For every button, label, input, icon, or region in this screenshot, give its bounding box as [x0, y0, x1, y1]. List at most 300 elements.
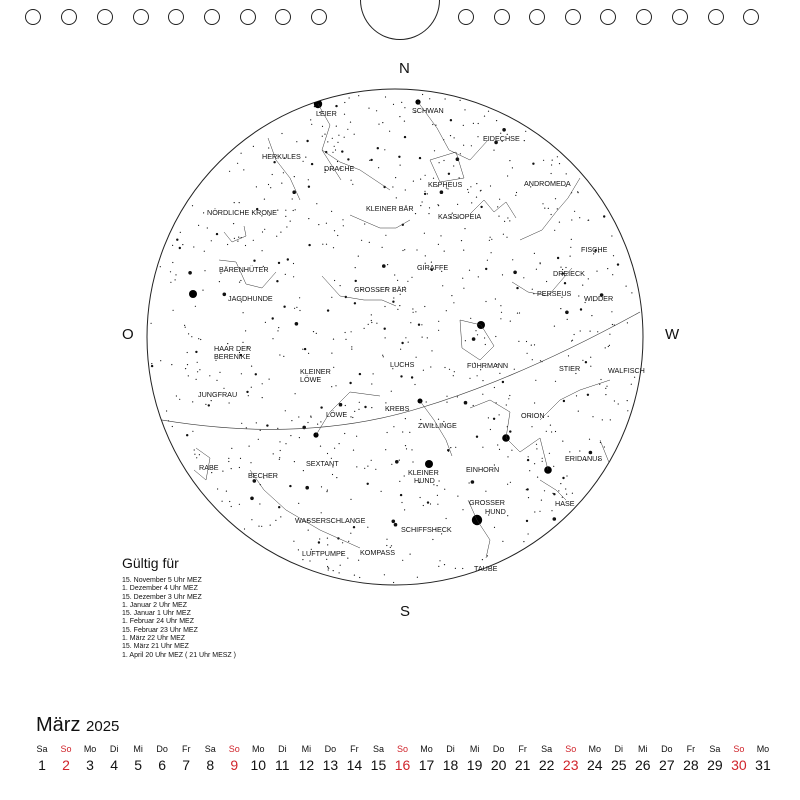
star	[524, 140, 525, 141]
star	[424, 233, 425, 234]
star	[438, 244, 439, 245]
star	[502, 128, 506, 132]
star	[261, 526, 262, 527]
star	[354, 575, 355, 576]
star	[438, 419, 439, 420]
star	[446, 310, 447, 311]
star	[364, 328, 365, 329]
weekday-label: So	[60, 744, 72, 754]
star	[509, 430, 511, 432]
star	[256, 186, 257, 187]
calendar-day	[198, 742, 222, 773]
star	[350, 416, 351, 417]
star	[487, 260, 488, 261]
star	[395, 177, 396, 178]
star	[502, 381, 504, 383]
star	[250, 497, 254, 501]
star	[500, 305, 501, 306]
star	[385, 337, 386, 338]
calendar-day	[318, 742, 342, 773]
star	[393, 104, 394, 105]
star	[305, 157, 306, 158]
star	[278, 262, 280, 264]
constellation-label-rabe: RABE	[199, 463, 219, 472]
constellation-label-schwan: SCHWAN	[412, 106, 444, 115]
star	[552, 160, 553, 161]
star	[431, 350, 432, 351]
star	[182, 244, 183, 245]
star	[508, 398, 509, 399]
star	[337, 161, 338, 162]
star	[259, 503, 260, 504]
star	[327, 141, 328, 142]
star	[565, 311, 569, 315]
day-number: 1	[38, 757, 46, 773]
star	[473, 123, 474, 124]
star	[298, 416, 299, 417]
star	[385, 449, 386, 450]
star	[451, 295, 452, 296]
star	[309, 560, 310, 561]
star	[368, 108, 369, 109]
star	[408, 342, 409, 343]
star	[605, 388, 606, 389]
star	[350, 533, 351, 534]
star	[407, 281, 408, 282]
star	[546, 281, 547, 282]
star	[195, 306, 196, 307]
star	[368, 324, 369, 325]
star	[378, 124, 379, 125]
calendar-day	[102, 742, 126, 773]
star	[317, 424, 318, 425]
star	[565, 488, 566, 489]
star	[400, 349, 401, 350]
star	[437, 485, 438, 486]
star	[316, 203, 317, 204]
star	[320, 421, 321, 422]
star	[440, 190, 444, 194]
star	[553, 517, 557, 521]
star	[358, 256, 359, 257]
star	[339, 443, 340, 444]
star	[425, 255, 426, 256]
constellation-label-jagdhunde: JAGDHUNDE	[228, 294, 273, 303]
star	[443, 160, 444, 161]
star	[296, 307, 297, 308]
constellation-label-kepheus: KEPHEUS	[428, 180, 463, 189]
constellation-label-noerdliche-krone: NÖRDLICHE KRONE	[207, 208, 277, 217]
star	[336, 477, 337, 478]
star	[234, 238, 235, 239]
star	[518, 341, 519, 342]
star	[227, 244, 228, 245]
weekday-label: So	[565, 744, 577, 754]
star	[302, 559, 303, 560]
constellation-label-haar-1: HAAR DER	[214, 344, 252, 353]
star	[455, 447, 456, 448]
star	[525, 131, 526, 132]
star	[495, 336, 496, 337]
star	[179, 399, 180, 400]
star	[311, 163, 313, 165]
star	[585, 361, 587, 363]
star	[351, 331, 352, 332]
star	[567, 319, 568, 320]
star	[421, 324, 422, 325]
star	[588, 220, 589, 221]
star	[551, 214, 552, 215]
star	[208, 404, 210, 406]
star	[352, 184, 353, 185]
weekday-label: Mo	[420, 744, 433, 754]
star	[293, 541, 294, 542]
star	[391, 545, 392, 546]
star	[463, 145, 464, 146]
star	[332, 474, 333, 475]
star	[527, 459, 529, 461]
star	[341, 150, 343, 152]
day-number: 11	[275, 757, 290, 773]
calendar-day	[751, 742, 775, 773]
star	[229, 501, 230, 502]
star	[497, 206, 498, 207]
star	[332, 152, 333, 153]
star	[464, 228, 465, 229]
star	[344, 102, 345, 103]
star	[285, 210, 286, 211]
star	[382, 264, 386, 268]
weekday-label: Di	[446, 744, 455, 754]
star	[347, 558, 348, 559]
star	[307, 422, 308, 423]
star	[240, 280, 241, 281]
star	[555, 198, 556, 199]
star	[324, 134, 325, 135]
day-number: 22	[538, 757, 555, 773]
star	[470, 318, 471, 319]
star	[354, 134, 355, 135]
star	[327, 490, 328, 491]
weekday-label: Fr	[350, 744, 359, 754]
star	[439, 480, 440, 481]
star	[245, 330, 246, 331]
star	[171, 364, 172, 365]
star	[551, 510, 552, 511]
star	[198, 338, 199, 339]
star	[356, 436, 357, 437]
constellation-label-loewe: LÖWE	[326, 410, 348, 419]
star	[550, 425, 551, 426]
weekday-label: So	[396, 744, 408, 754]
star	[507, 175, 508, 176]
weekday-label: Mi	[301, 744, 312, 754]
star	[605, 347, 606, 348]
star	[187, 352, 188, 353]
star	[348, 541, 349, 542]
constellation-label-andromeda: ANDROMEDA	[524, 179, 571, 188]
star	[502, 541, 503, 542]
star	[308, 353, 309, 354]
star	[355, 267, 356, 268]
star	[197, 371, 198, 372]
star	[354, 302, 356, 304]
star	[188, 375, 189, 376]
weekday-label: Sa	[709, 744, 721, 754]
star	[487, 555, 488, 556]
star	[172, 245, 173, 246]
star	[552, 493, 553, 494]
constellation-line	[460, 320, 494, 360]
star	[350, 499, 351, 500]
star	[285, 216, 286, 217]
star	[370, 159, 372, 161]
star	[382, 247, 383, 248]
star	[454, 371, 455, 372]
star	[589, 439, 590, 440]
star	[472, 337, 476, 341]
star	[551, 164, 552, 165]
star	[401, 102, 402, 103]
star	[337, 142, 338, 143]
star	[384, 574, 385, 575]
star	[272, 174, 273, 175]
star	[562, 477, 564, 479]
constellation-label-fuhrmann: FUHRMANN	[467, 361, 509, 370]
star	[565, 267, 566, 268]
weekday-label: Mi	[638, 744, 648, 754]
star	[270, 187, 271, 188]
star	[453, 165, 454, 166]
star	[562, 441, 563, 442]
star	[526, 489, 527, 490]
star	[401, 342, 403, 344]
star	[580, 330, 581, 331]
star	[544, 208, 545, 209]
star	[560, 308, 561, 309]
star	[578, 295, 579, 296]
star	[350, 122, 351, 123]
star	[548, 416, 549, 417]
star	[196, 379, 197, 380]
star	[334, 146, 335, 147]
star	[223, 293, 227, 297]
star	[328, 569, 329, 570]
constellation-label-grosser-hund-1: GROSSER	[469, 498, 505, 507]
star	[448, 173, 450, 175]
day-number: 25	[610, 757, 627, 773]
star	[192, 205, 193, 206]
star	[239, 282, 240, 283]
star	[306, 140, 308, 142]
star	[409, 432, 410, 433]
star	[463, 125, 464, 126]
constellation-label-kleiner-loewe-2: LÖWE	[300, 375, 322, 384]
star	[303, 161, 304, 162]
star	[477, 136, 478, 137]
star	[322, 244, 323, 245]
star	[461, 240, 462, 241]
star	[457, 204, 458, 205]
weekday-label: Mi	[469, 744, 480, 754]
star	[248, 395, 249, 396]
star	[523, 277, 524, 278]
star	[413, 181, 414, 182]
validity-entry: 15. März 21 Uhr MEZ	[122, 643, 189, 651]
star	[358, 409, 359, 410]
star	[299, 310, 300, 311]
weekday-label: Fr	[518, 744, 527, 754]
star	[434, 150, 435, 151]
star	[485, 344, 486, 345]
star	[582, 360, 583, 361]
star	[266, 424, 268, 426]
star	[386, 539, 387, 540]
calendar-day	[390, 742, 414, 773]
star	[268, 147, 269, 148]
constellation-label-schiffsheck: SCHIFFSHECK	[401, 525, 452, 534]
star	[272, 317, 274, 319]
weekday-label: Sa	[204, 744, 216, 754]
calendar-day	[535, 742, 559, 773]
star	[331, 297, 332, 298]
star	[243, 169, 244, 170]
star	[286, 226, 287, 227]
star	[376, 323, 377, 324]
constellation-label-einhorn: EINHORN	[466, 465, 500, 474]
constellation-label-haar-2: BERENIKE	[214, 352, 251, 361]
star	[321, 512, 322, 513]
star	[422, 201, 423, 202]
star	[420, 205, 421, 206]
star	[613, 255, 614, 256]
star	[354, 411, 355, 412]
star	[566, 494, 567, 495]
calendar-day	[703, 742, 727, 773]
star	[334, 230, 335, 231]
star	[546, 431, 547, 432]
constellation-line	[268, 138, 300, 200]
star	[563, 400, 565, 402]
star	[298, 503, 299, 504]
star	[193, 246, 194, 247]
star	[475, 330, 476, 331]
star	[311, 124, 312, 125]
weekday-label: Mo	[588, 744, 601, 754]
star	[264, 199, 265, 200]
star	[293, 263, 294, 264]
star	[579, 217, 580, 218]
star	[404, 475, 405, 476]
star	[299, 437, 300, 438]
star	[607, 268, 608, 269]
star	[239, 202, 240, 203]
star	[345, 332, 346, 333]
star	[542, 461, 543, 462]
star	[273, 161, 275, 163]
star	[237, 163, 238, 164]
day-number: 29	[707, 757, 723, 773]
star	[404, 107, 405, 108]
star	[244, 528, 245, 529]
star	[499, 414, 500, 415]
star	[558, 490, 559, 491]
star	[611, 235, 612, 236]
star	[412, 461, 413, 462]
star	[322, 136, 323, 137]
star	[571, 340, 572, 341]
star	[211, 240, 212, 241]
star	[260, 430, 261, 431]
star	[447, 449, 449, 451]
star	[339, 403, 343, 407]
calendar-day	[463, 742, 487, 773]
star	[516, 192, 517, 193]
star	[361, 240, 362, 241]
day-number: 9	[230, 757, 239, 773]
star	[318, 541, 320, 543]
star	[507, 456, 508, 457]
star	[560, 267, 561, 268]
star	[568, 355, 569, 356]
star	[405, 337, 406, 338]
star	[391, 464, 392, 465]
star	[463, 288, 464, 289]
day-number: 31	[755, 757, 771, 773]
star	[555, 431, 556, 432]
star	[373, 373, 374, 374]
validity-entry: 15. Februar 23 Uhr MEZ	[122, 626, 198, 634]
star	[345, 405, 346, 406]
star	[391, 391, 392, 392]
star	[528, 533, 529, 534]
star	[256, 422, 257, 423]
star	[539, 511, 540, 512]
star	[432, 539, 433, 540]
star	[367, 527, 368, 528]
star	[344, 137, 345, 138]
star	[242, 342, 243, 343]
star	[426, 401, 427, 402]
star	[216, 233, 218, 235]
star	[610, 419, 611, 420]
star	[437, 495, 438, 496]
star	[245, 245, 246, 246]
star	[609, 334, 610, 335]
star	[424, 193, 426, 195]
star	[255, 373, 257, 375]
star	[203, 212, 204, 213]
star	[449, 369, 450, 370]
star	[485, 491, 486, 492]
star	[511, 450, 512, 451]
star	[467, 189, 468, 190]
star	[627, 322, 628, 323]
constellation-label-luftpumpe: LUFTPUMPE	[302, 549, 346, 558]
star	[532, 359, 533, 360]
star	[253, 240, 254, 241]
star	[510, 482, 511, 483]
star	[429, 207, 430, 208]
constellation-line	[224, 226, 246, 242]
star	[501, 312, 502, 313]
star	[493, 418, 495, 420]
star	[364, 406, 366, 408]
star	[439, 162, 440, 163]
day-number: 6	[158, 757, 167, 773]
star	[371, 314, 372, 315]
star	[446, 402, 447, 403]
